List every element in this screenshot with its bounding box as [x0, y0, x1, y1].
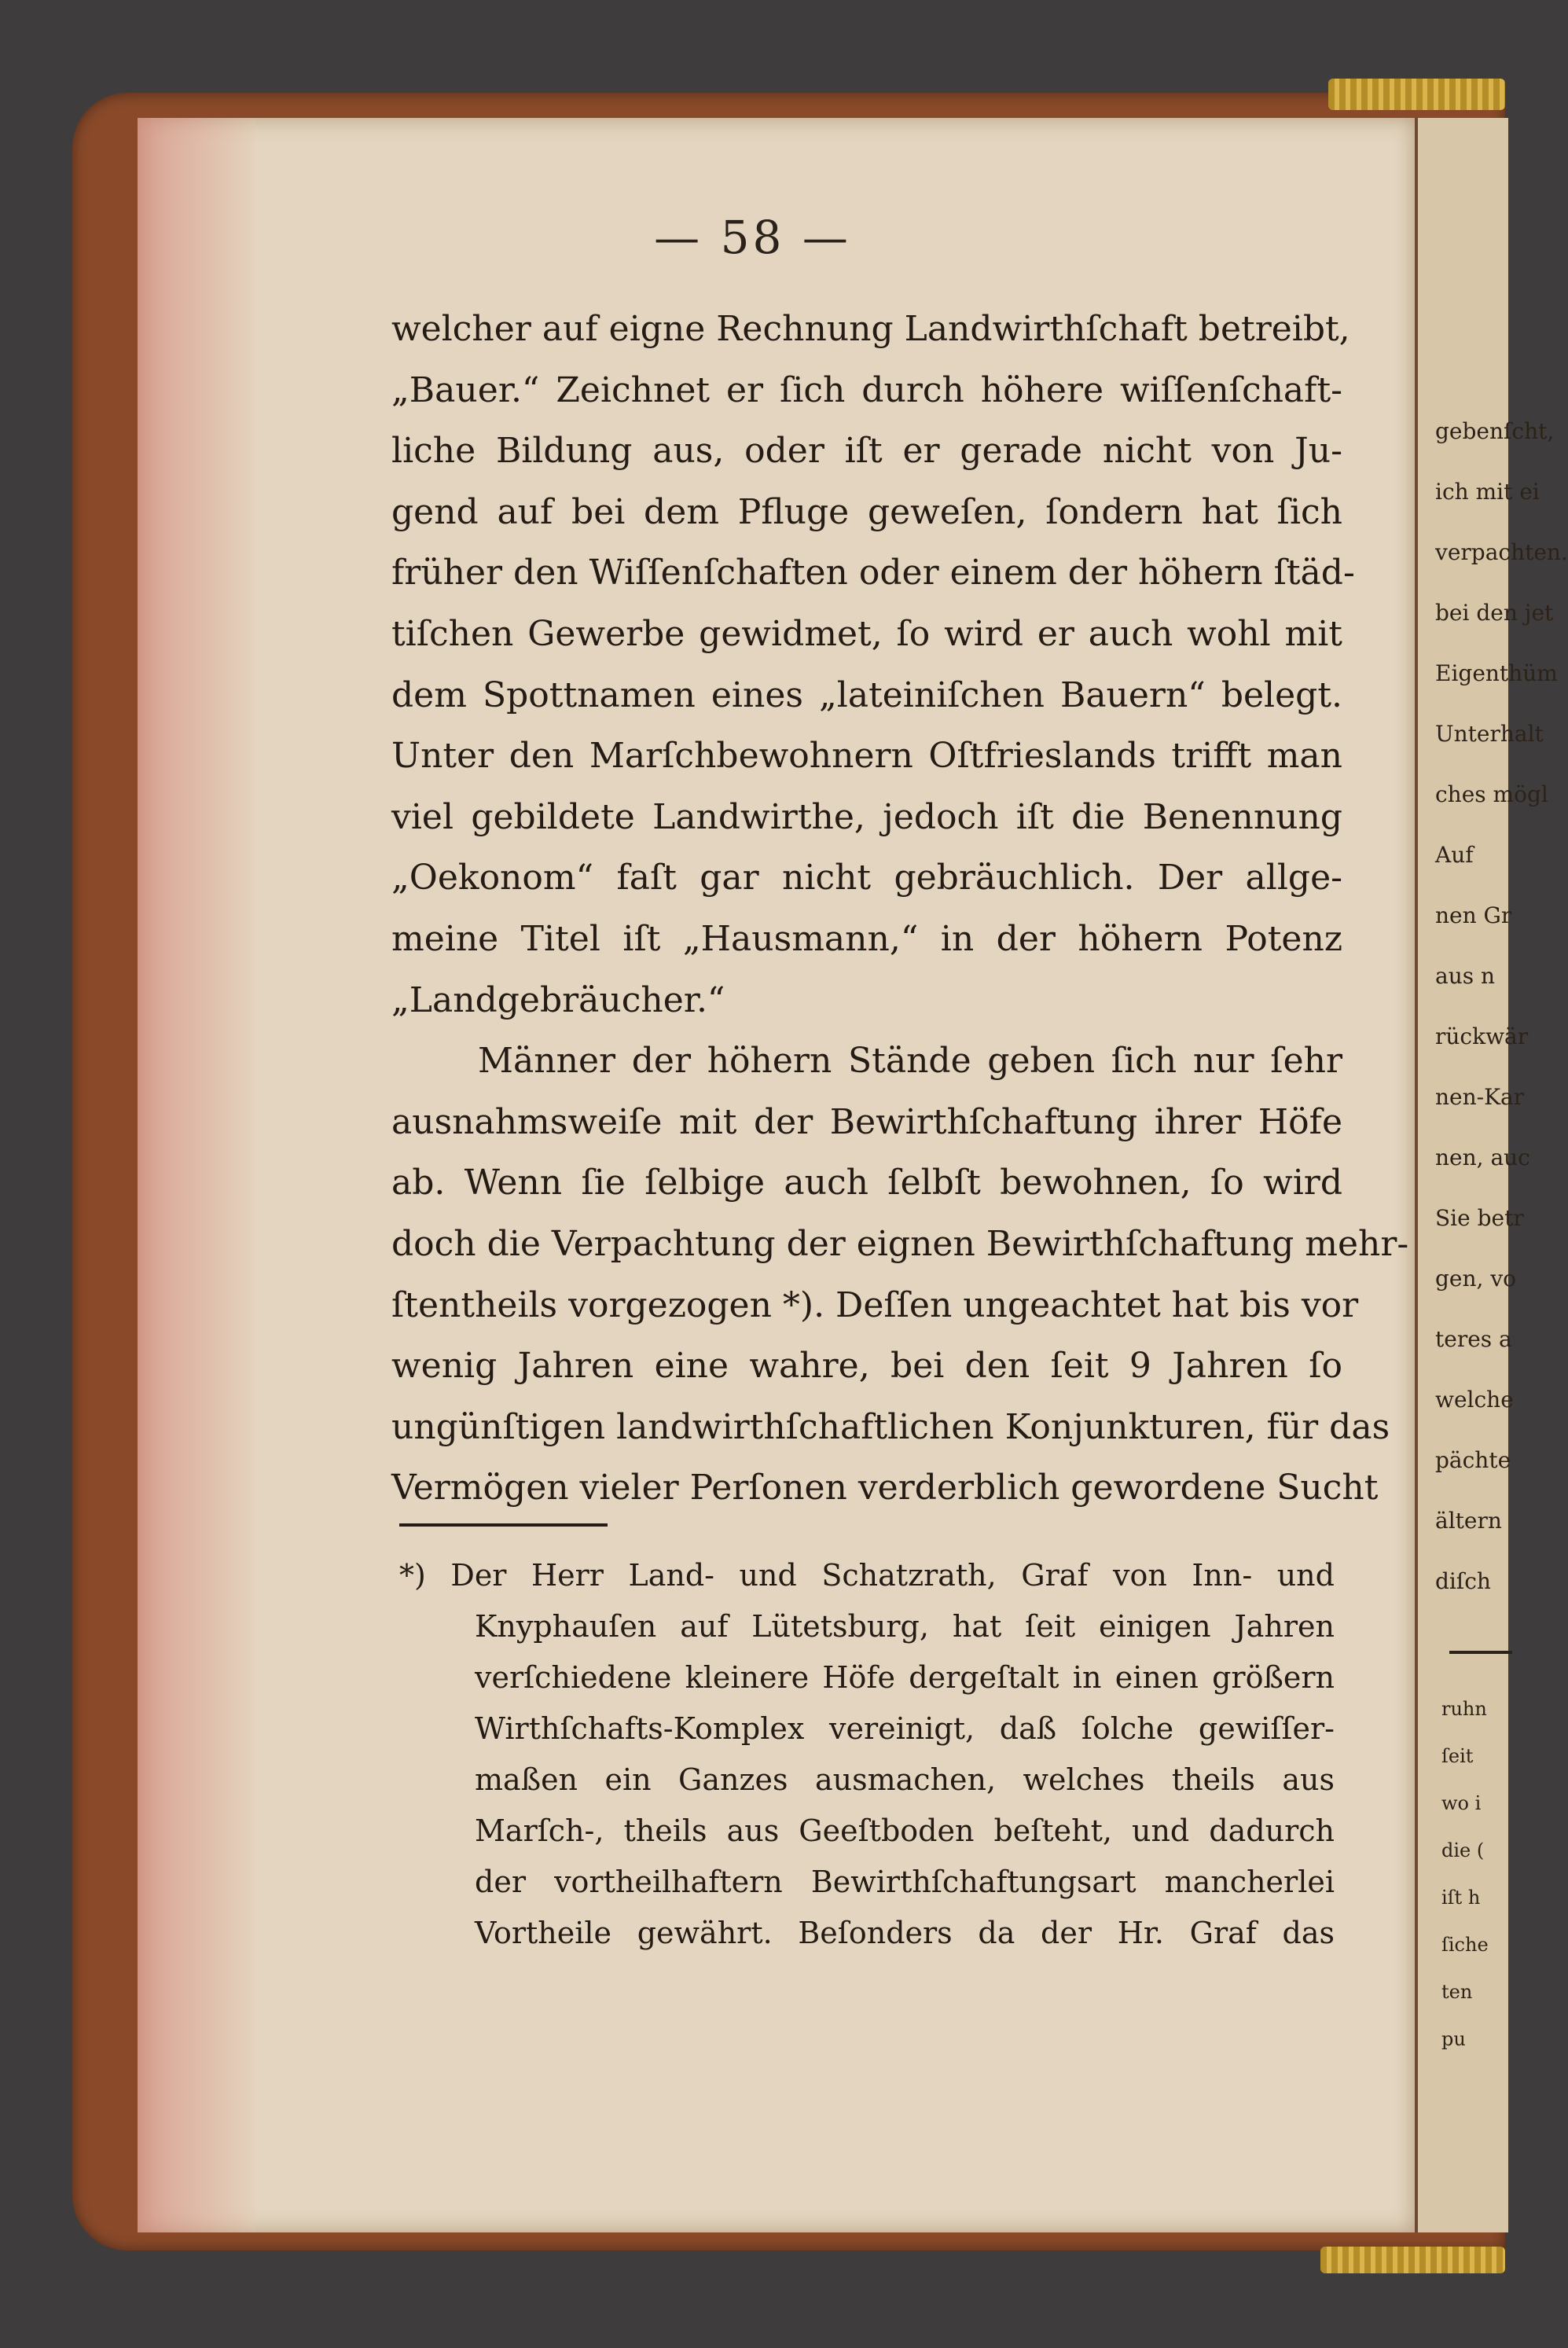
next-page-line: Unterhalt [1435, 721, 1544, 747]
next-page-line: pu [1441, 2028, 1466, 2050]
next-page-line: nen Gr [1435, 902, 1512, 928]
text-line: dem Spottnamen eines „lateiniſchen Bauern“ belegt. [391, 674, 1342, 715]
next-page-line: Auf [1435, 842, 1474, 868]
text-line: welcher auf eigne Rechnung Landwirthſchaft betreibt, [391, 309, 1350, 349]
next-page-line: verpachten. [1435, 539, 1568, 565]
next-page-line: diſch [1435, 1568, 1491, 1594]
next-page-line: Sie betr [1435, 1205, 1524, 1231]
footnote-line: Wirthſchafts-Komplex vereinigt, daß ſolche gewiſſer- [475, 1711, 1335, 1746]
next-page-footnote-rule [1449, 1651, 1512, 1654]
text-line: ungünſtigen landwirthſchaftlichen Konjunkturen, für das [391, 1406, 1390, 1447]
text-line: doch die Verpachtung der eignen Bewirthſchaftung mehr- [391, 1223, 1409, 1264]
next-page-line: ich mit ei [1435, 479, 1540, 505]
next-page-edge [1415, 118, 1568, 2232]
footnote-line: der vortheilhaftern Bewirthſchaftungsart mancherlei [475, 1865, 1335, 1899]
text-line: „Landgebräucher.“ [391, 979, 725, 1020]
next-page-line: ſiche [1441, 1934, 1489, 1956]
footnote-rule [399, 1523, 608, 1527]
next-page-line: ruhn [1441, 1698, 1487, 1720]
footnote-line: Marſch-, theils aus Geeſtboden beſteht, und dadurch [475, 1813, 1335, 1848]
next-page-footnote [1418, 1685, 1508, 2063]
next-page-line: ches mögl [1435, 781, 1548, 807]
footnote-line: Vortheile gewährt. Beſonders da der Hr. Graf das [475, 1916, 1335, 1950]
text-line: Unter den Marſchbewohnern Oſtfrieslands trifft man [391, 736, 1342, 777]
text-line: „Oekonom“ faſt gar nicht gebräuchlich. Der allge- [391, 858, 1342, 898]
text-line: Vermögen vieler Perſonen verderblich gewordene Sucht [391, 1468, 1379, 1508]
next-page-line: pächte [1435, 1447, 1511, 1473]
bookmark-ribbon-top [1328, 79, 1505, 110]
footnote-line: *) Der Herr Land- und Schatzrath, Graf von Inn- und [399, 1558, 1335, 1593]
footnote-line: Knyphauſen auf Lütetsburg, hat ſeit einigen Jahren [475, 1609, 1335, 1644]
text-line: früher den Wiſſenſchaften oder einem der höhern ſtäd- [391, 553, 1355, 593]
next-page-line: ſeit [1441, 1745, 1474, 1767]
text-line: liche Bildung aus, oder iſt er gerade nicht von Ju- [391, 431, 1342, 472]
next-page-line: nen, auc [1435, 1145, 1530, 1170]
text-line: tiſchen Gewerbe gewidmet, ſo wird er auch wohl mit [391, 613, 1342, 654]
text-line: meine Titel iſt „Hausmann,“ in der höhern Potenz [391, 918, 1342, 959]
next-page-line: bei den jet [1435, 600, 1554, 626]
page-number: — 58 — [654, 211, 851, 264]
next-page-line: rückwär [1435, 1023, 1529, 1049]
next-page-line: welche [1435, 1387, 1514, 1413]
text-line: „Bauer.“ Zeichnet er ſich durch höhere wiſſenſchaft- [391, 369, 1342, 410]
footnote-line: verſchiedene kleinere Höfe dergeſtalt in einen größern [475, 1660, 1335, 1695]
next-page-line: wo i [1441, 1792, 1482, 1814]
text-line: Männer der höhern Stände geben ſich nur ſehr [478, 1041, 1342, 1082]
next-page-line: ältern [1435, 1508, 1502, 1534]
text-line: viel gebildete Landwirthe, jedoch iſt die Benennung [391, 796, 1342, 837]
next-page-line: gen, vo [1435, 1266, 1517, 1292]
next-page-line: Eigenthüm [1435, 660, 1558, 686]
footnote [399, 1550, 1335, 1959]
footnote-line: maßen ein Ganzes ausmachen, welches theils aus [475, 1762, 1335, 1797]
next-page-line: iſt h [1441, 1887, 1481, 1909]
next-page-line: teres a [1435, 1326, 1512, 1352]
text-line: ab. Wenn ſie ſelbige auch ſelbſt bewohnen, ſo wird [391, 1163, 1342, 1203]
next-page-line: die ( [1441, 1839, 1485, 1861]
body-text [391, 299, 1409, 1519]
next-page-line: ten [1441, 1981, 1473, 2003]
next-page-line: aus n [1435, 963, 1496, 989]
text-line: wenig Jahren eine wahre, bei den ſeit 9 Jahren ſo [391, 1346, 1342, 1387]
text-line: ausnahmsweiſe mit der Bewirthſchaftung ihrer Höfe [391, 1101, 1342, 1142]
next-page-line: nen-Kar [1435, 1084, 1525, 1110]
text-line: ſtentheils vorgezogen *). Deſſen ungeachtet hat bis vor [391, 1284, 1359, 1325]
text-line: gend auf bei dem Pfluge geweſen, ſondern hat ſich [391, 491, 1342, 532]
bookmark-ribbon-bottom [1320, 2247, 1505, 2273]
next-page-body [1418, 118, 1568, 1611]
next-page-line: gebenſcht, [1435, 418, 1555, 444]
page-red-edge [138, 118, 255, 2232]
